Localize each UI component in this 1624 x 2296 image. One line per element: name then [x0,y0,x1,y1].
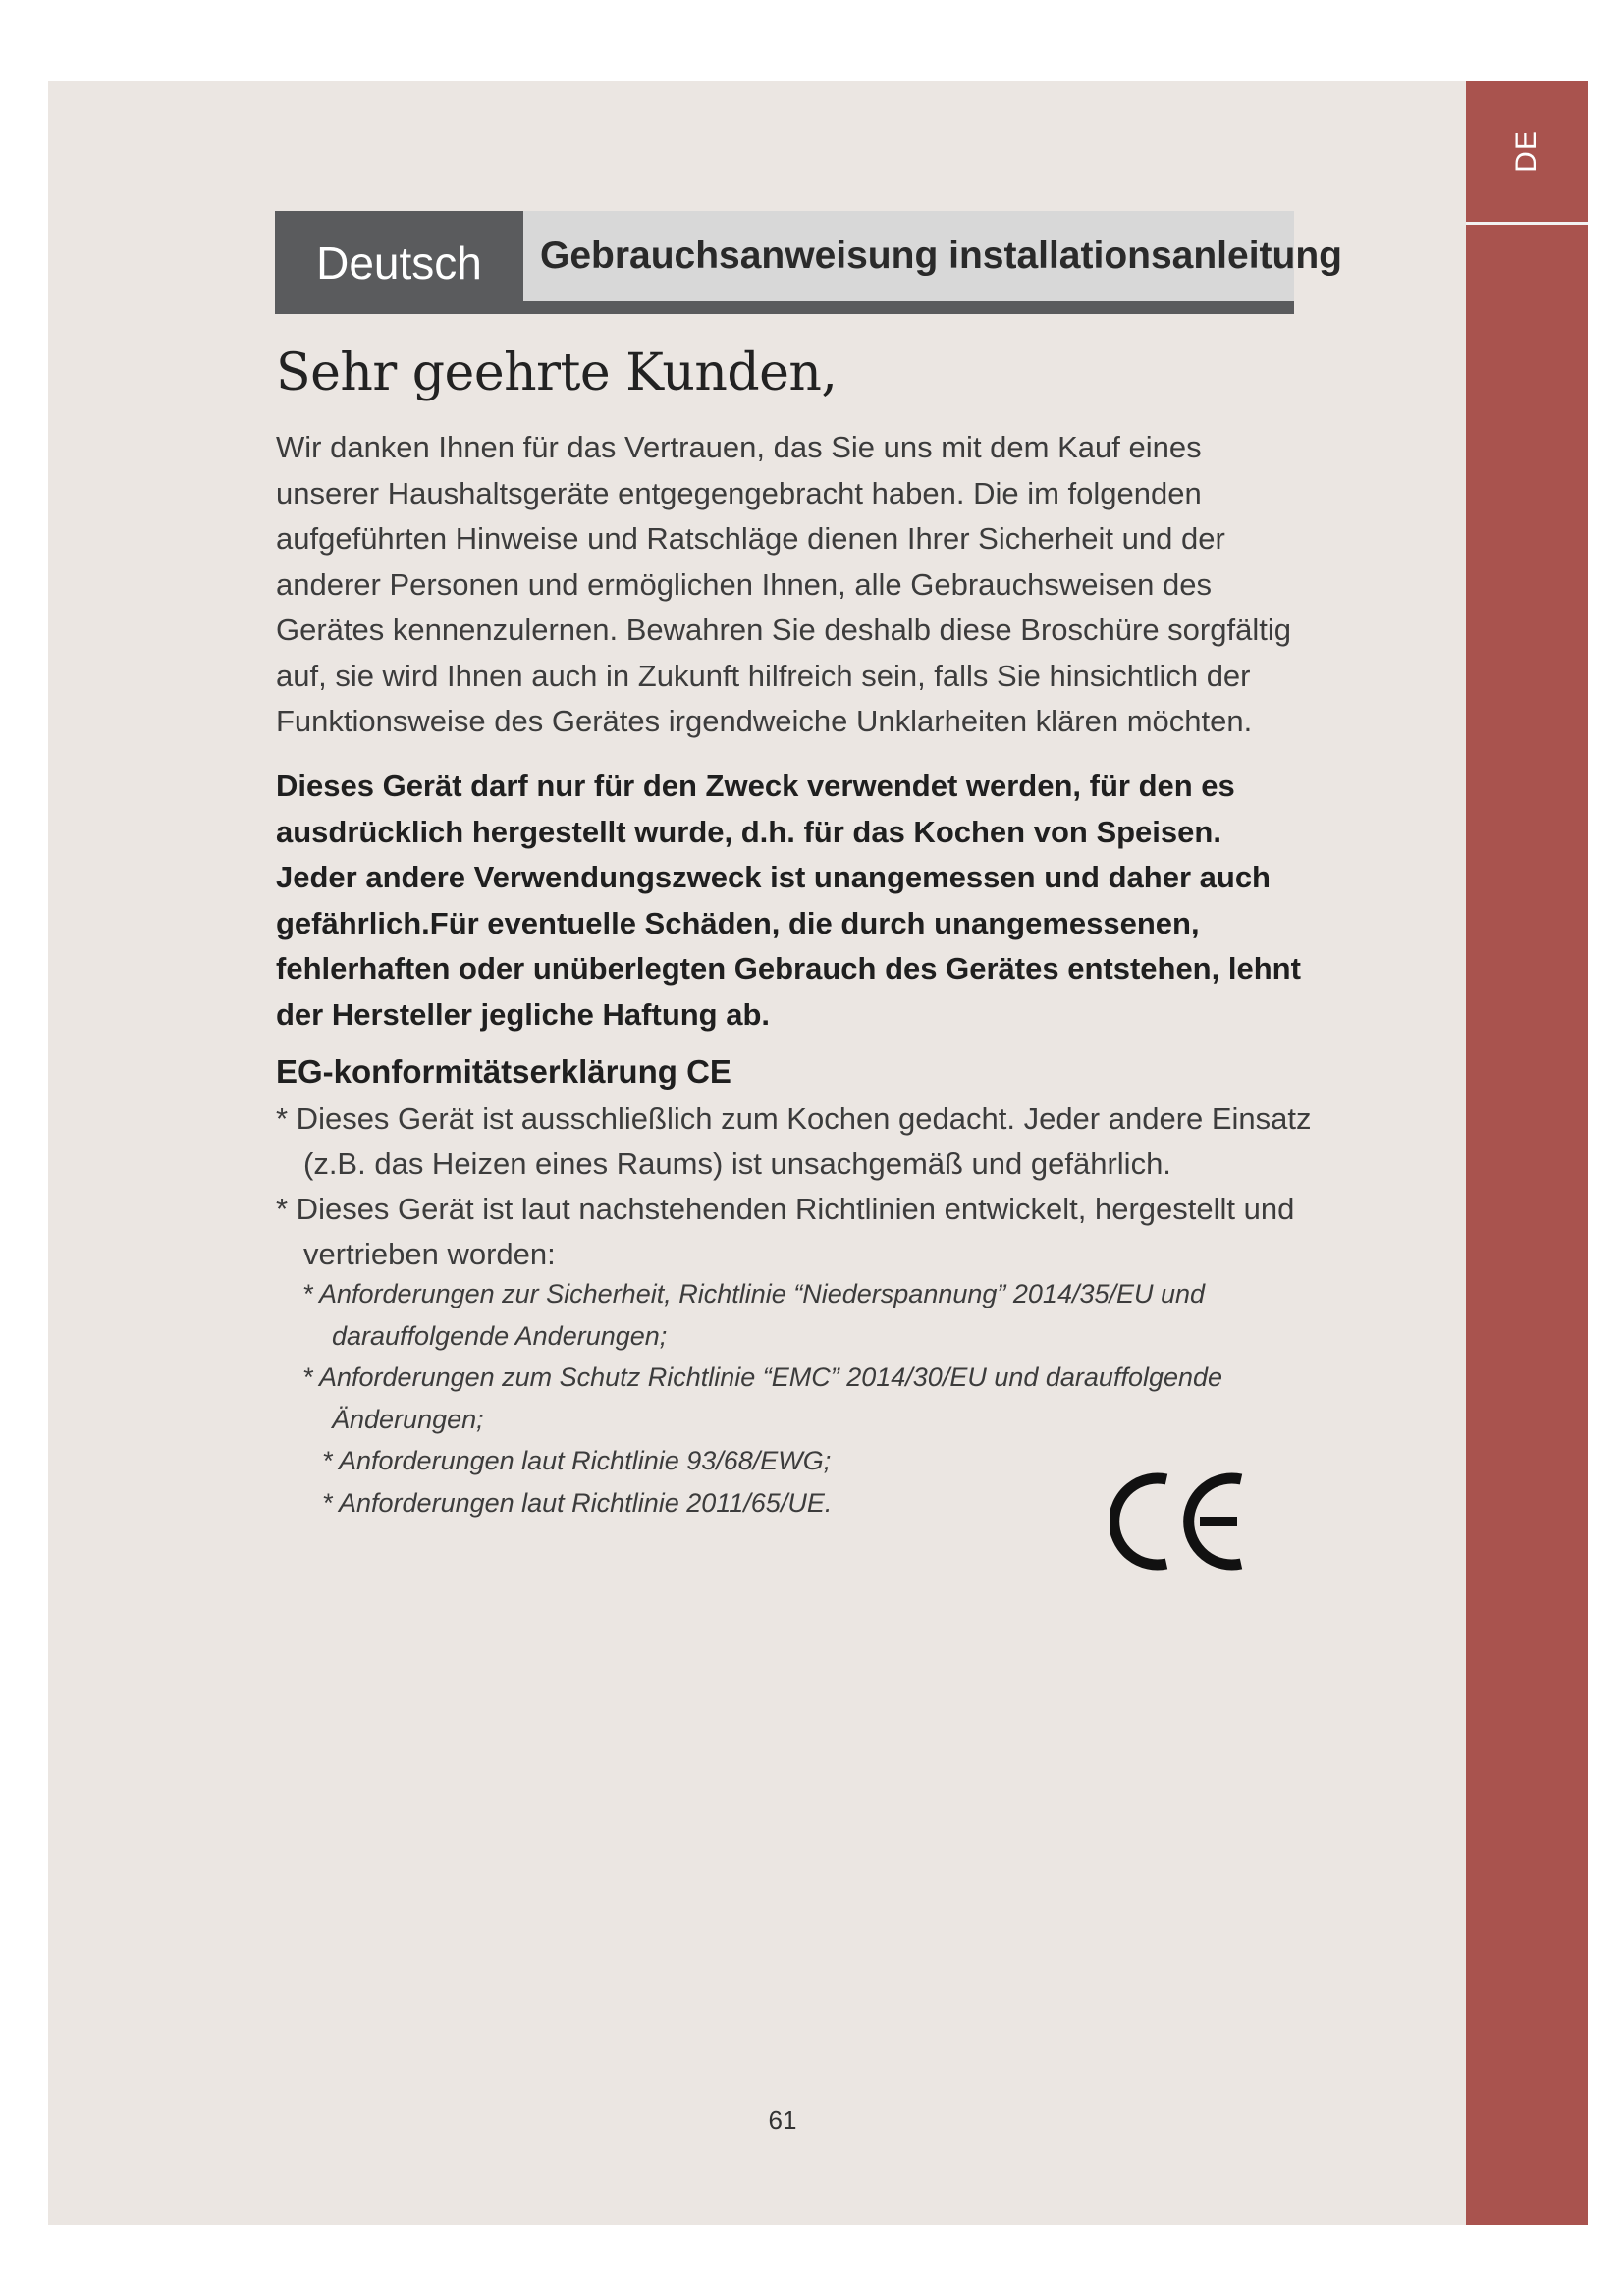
header-underline [523,301,1294,314]
requirement-item: * Anforderungen zur Sicherheit, Richtlinie “Niederspannung” 2014/35/EU und darauffolgende Anderungen; [302,1279,1206,1351]
requirement-item: * Anforderungen laut Richtlinie 2011/65/UE. [322,1488,833,1518]
bullet-item: * Dieses Gerät ist ausschließlich zum Kochen gedacht. Jeder andere Einsatz (z.B. das Heizen eines Raums) ist unsachgemäß und gefährlich. [276,1101,1312,1181]
page-number: 61 [768,2106,797,2135]
language-side-tab [1466,81,1588,2225]
requirement-item: * Anforderungen zum Schutz Richtlinie “EMC” 2014/30/EU und darauffolgende Änderungen; [302,1362,1223,1434]
header-title: Gebrauchsanweisung installationsanleitung [523,211,1294,301]
ce-mark-icon [1110,1468,1249,1575]
side-tab-label [1466,81,1588,221]
ce-declaration-heading: EG-konformitätserklärung CE [276,1053,731,1090]
header-language: Deutsch [275,211,523,314]
greeting-heading: Sehr geehrte Kunden, [276,344,838,402]
intro-paragraph: Wir danken Ihnen für das Vertrauen, das Sie uns mit dem Kauf eines unserer Haushaltsgeräte entgegengebracht haben. Die im folgenden aufgeführten Hinweise und Ratschläge dienen Ihrer Sicherheit und der anderer Personen und ermöglichen Ihnen, alle Gebrauchsweisen des Gerätes kennenzulernen. Bewahren Sie deshalb diese Broschüre sorgfältig auf, sie wird Ihnen auch in Zukunft hilfreich sein, falls Sie hinsichtlich der Funktionsweise des Gerätes irgendweiche Unklarheiten klären möchten. [276,430,1291,738]
side-tab-divider [1466,222,1588,225]
side-tab-text: DE [1510,130,1543,173]
requirement-item: * Anforderungen laut Richtlinie 93/68/EWG; [322,1446,832,1475]
usage-warning-paragraph: Dieses Gerät darf nur für den Zweck verwendet werden, für den es ausdrücklich hergestellt wurde, d.h. für das Kochen von Speisen. Jeder andere Verwendungszweck ist unangemessen und daher auch gefährlich.Für eventuelle Schäden, die durch unangemessenen, fehlerhaften oder unüberlegten Gebrauch des Gerätes entstehen, lehnt der Hersteller jegliche Haftung ab. [276,769,1301,1032]
section-header [275,211,1342,314]
bullet-item: * Dieses Gerät ist laut nachstehenden Richtlinien entwickelt, hergestellt und vertrieben worden: [276,1192,1295,1271]
